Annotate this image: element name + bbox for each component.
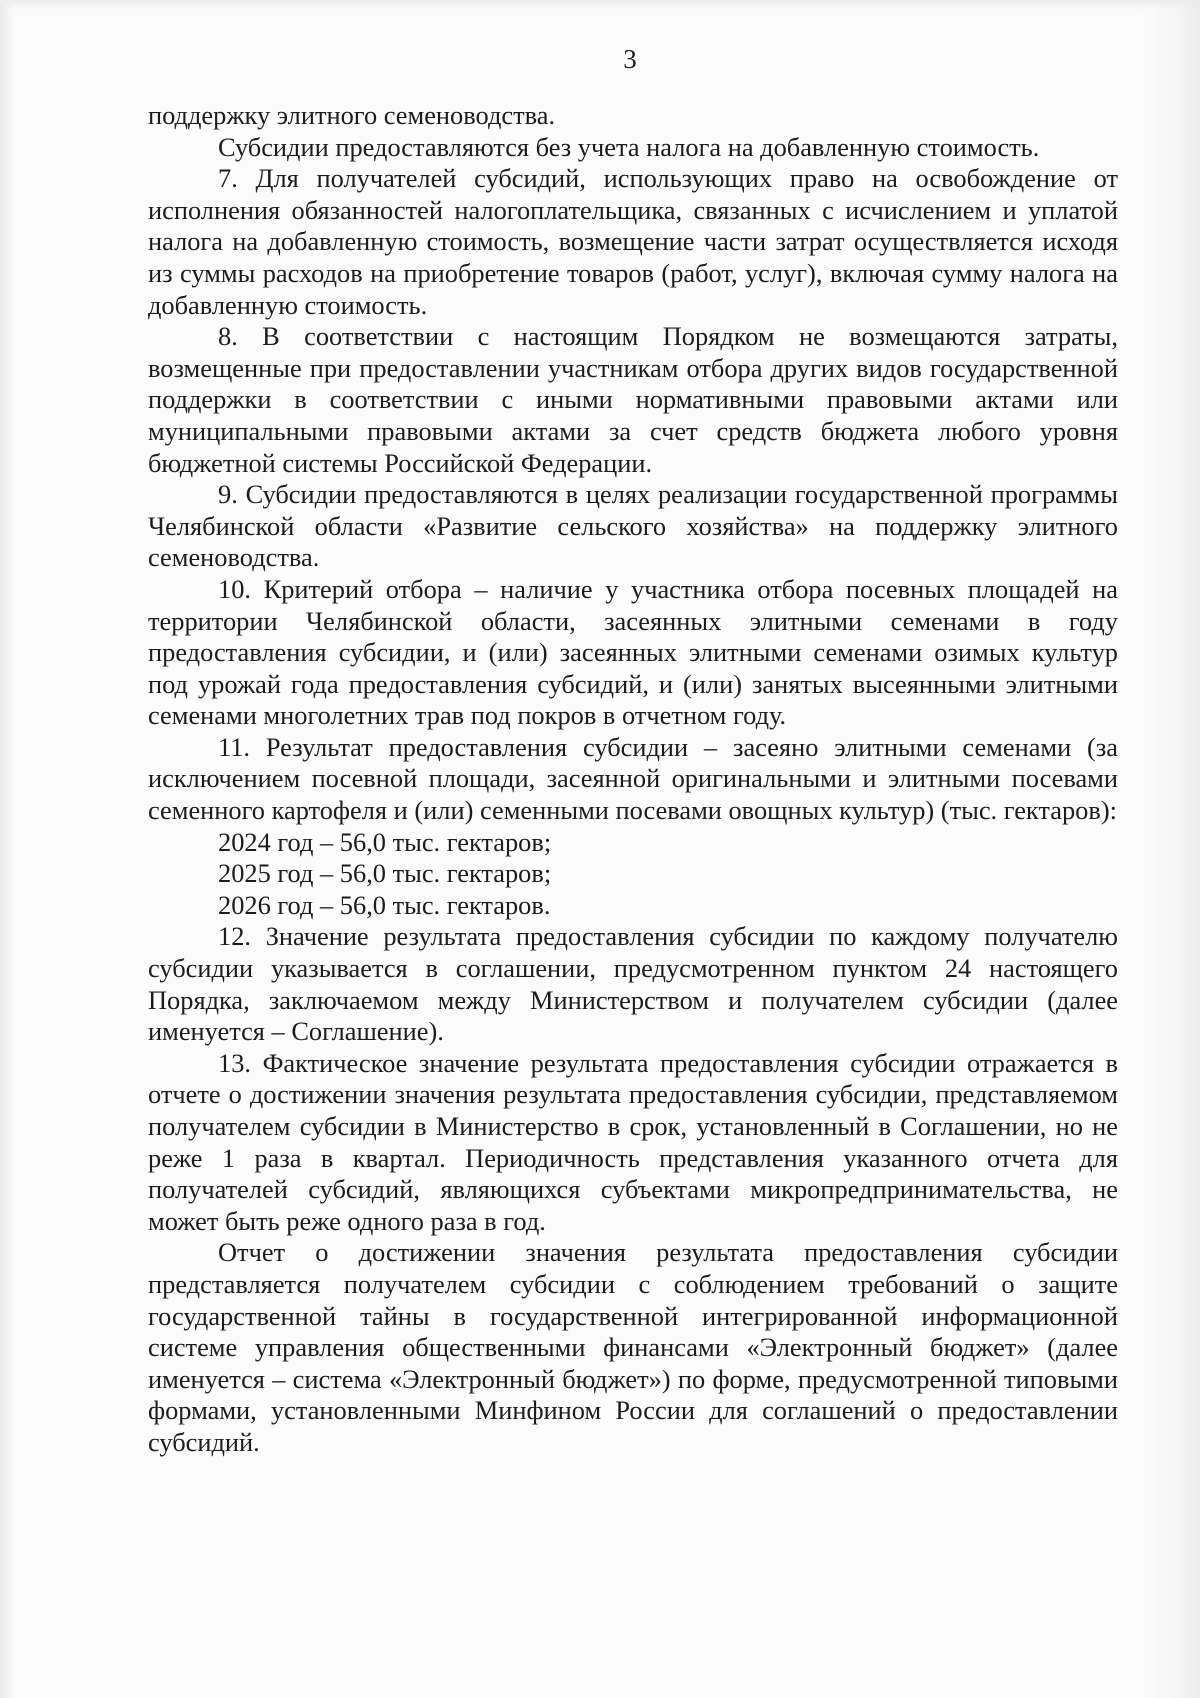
scan-edge-right bbox=[1140, 0, 1200, 1698]
paragraph-item-8: 8. В соответствии с настоящим Порядком не возмещаются затраты, возмещенные при предоставлении участникам отбора других видов государственной поддержки в соответствии с иными нормативными правовыми актами или муниципальными правовыми актами за счет средств бюджета любого уровня бюджетной системы Российской Федерации. bbox=[148, 321, 1118, 478]
scan-edge-left bbox=[0, 0, 14, 1698]
result-2026: 2026 год – 56,0 тыс. гектаров. bbox=[218, 889, 551, 920]
paragraph-item-7: 7. Для получателей субсидий, использующих право на освобождение от исполнения обязанностей налогоплательщика, связанных с исчислением и уплатой налога на добавленную стоимость, возмещение части затрат осуществляется исходя из суммы расходов на приобретение товаров (работ, услуг), включая сумму налога на добавленную стоимость. bbox=[148, 163, 1118, 320]
paragraph-item-10: 10. Критерий отбора – наличие у участника отбора посевных площадей на территории Челябинской области, засеянных элитными семенами в году предоставления субсидии, и (или) засеянных элитными семенами озимых культур под урожай года предоставления субсидий, и (или) занятых высеянными элитными семенами многолетних трав под покров в отчетном году. bbox=[148, 573, 1118, 731]
paragraph-item-12: 12. Значение результата предоставления субсидии по каждому получателю субсидии указывается в соглашении, предусмотренном пунктом 24 настоящего Порядка, заключаемом между Министерством и получателем субсидии (далее именуется – Соглашение). bbox=[148, 921, 1118, 1047]
paragraph-report: Отчет о достижении значения результата предоставления субсидии представляется получателем субсидии с соблюдением требований о защите государственной тайны в государственной интегрированной информационной системе управления общественными финансами «Электронный бюджет» (далее именуется – система «Электронный бюджет») по форме, предусмотренной типовыми формами, установленными Минфином России для соглашений о предоставлении субсидий. bbox=[148, 1237, 1118, 1457]
paragraph-item-11: 11. Результат предоставления субсидии – засеяно элитными семенами (за исключением посевной площади, засеянной оригинальными и элитными посевами семенного картофеля и (или) семенными посевами овощных культур) (тыс. гектаров): bbox=[148, 731, 1118, 826]
document-body bbox=[148, 100, 1118, 1459]
paragraph-item-13: 13. Фактическое значение результата предоставления субсидии отражается в отчете о достижении значения результата предоставления субсидии, представляемом получателем субсидии в Министерство в срок, установленный в Соглашении, но не реже 1 раза в квартал. Периодичность представления указанного отчета для получателей субсидий, являющихся субъектами микропредпринимательства, не может быть реже одного раза в год. bbox=[148, 1047, 1118, 1236]
paragraph-item-9: 9. Субсидии предоставляются в целях реализации государственной программы Челябинской области «Развитие сельского хозяйства» на поддержку элитного семеноводства. bbox=[148, 479, 1118, 573]
scan-edge-top bbox=[0, 0, 1200, 10]
page-number: 3 bbox=[623, 44, 637, 74]
result-2024: 2024 год – 56,0 тыс. гектаров; bbox=[218, 826, 552, 857]
result-2025: 2025 год – 56,0 тыс. гектаров; bbox=[218, 858, 552, 889]
paragraph-vat-note: Субсидии предоставляются без учета налога на добавленную стоимость. bbox=[218, 131, 1040, 162]
paragraph-continuation: поддержку элитного семеноводства. bbox=[148, 100, 556, 130]
